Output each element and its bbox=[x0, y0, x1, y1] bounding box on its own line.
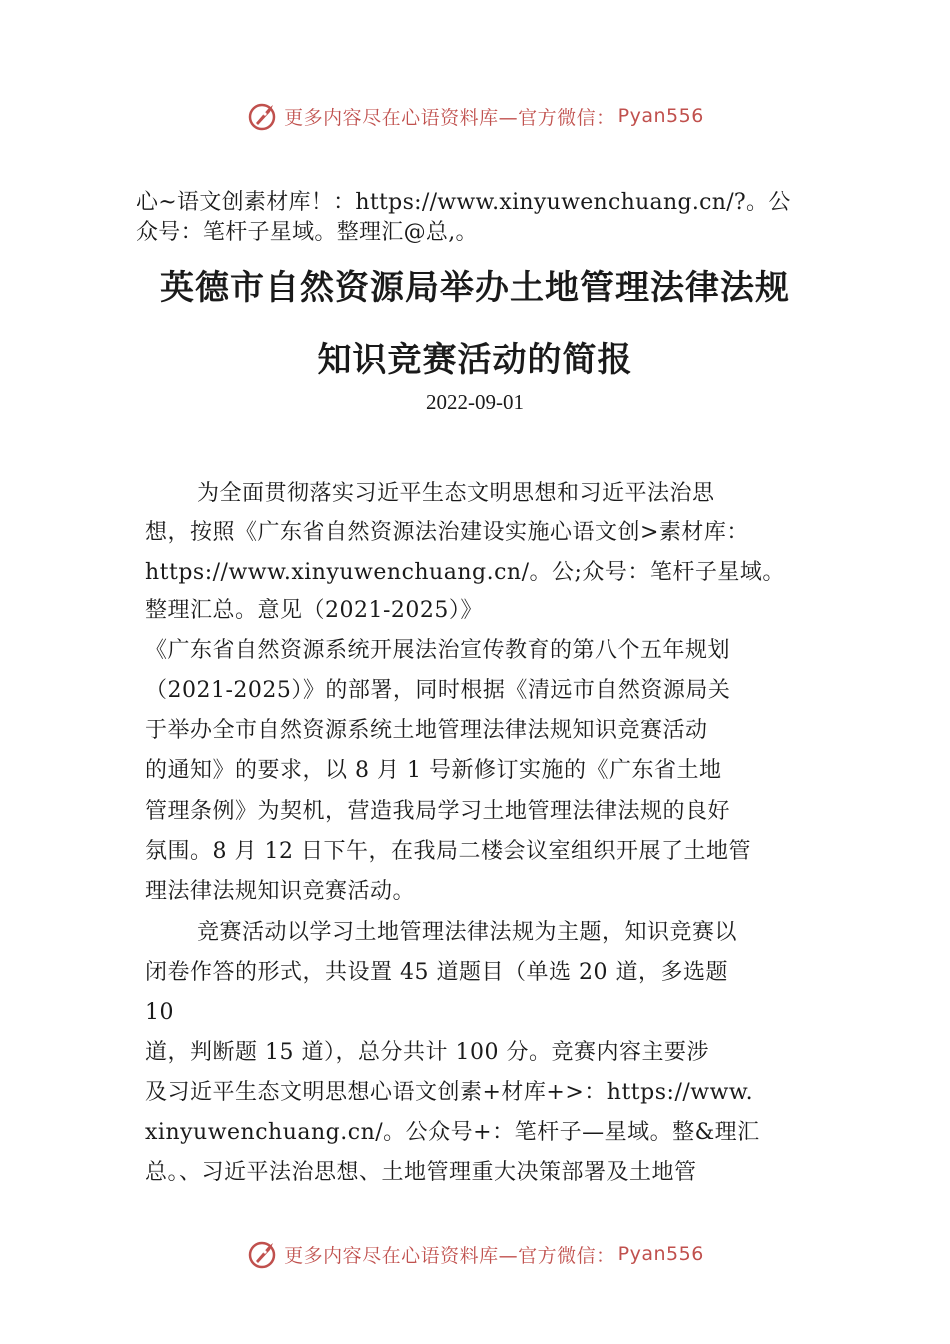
body-line: 总。、习近平法治思想、土地管理重大决策部署及土地管 bbox=[145, 1160, 697, 1185]
banner-wechat-id: Pyan556 bbox=[617, 1243, 704, 1265]
body-line: 氛围。8 月 12 日下午，在我局二楼会议室组织开展了土地管 bbox=[145, 839, 751, 864]
pen-nib-logo-icon bbox=[246, 99, 280, 133]
document-date: 2022-09-01 bbox=[426, 390, 524, 414]
body-line: 想，按照《广东省自然资源法治建设实施心语文创>素材库： bbox=[145, 520, 749, 545]
banner-text: 更多内容尽在心语资料库—官方微信： bbox=[284, 1244, 616, 1267]
banner-wechat-id: Pyan556 bbox=[617, 105, 704, 127]
body-line: 闭卷作答的形式，共设置 45 道题目（单选 20 道，多选题 bbox=[145, 960, 728, 985]
document-title-line-1: 英德市自然资源局举办土地管理法律法规 bbox=[160, 268, 790, 308]
body-line: https://www.xinyuwenchuang.cn/。公;众号：笔杆子星域。 bbox=[145, 560, 785, 585]
header-line-2: 众号：笔杆子星域。整理汇@总,。 bbox=[136, 220, 478, 245]
body-line: 竞赛活动以学习土地管理法律法规为主题，知识竞赛以 bbox=[197, 920, 738, 945]
body-line: （2021-2025）》的部署，同时根据《清远市自然资源局关 bbox=[145, 678, 731, 703]
body-line: 10 bbox=[145, 1000, 174, 1025]
banner-text: 更多内容尽在心语资料库—官方微信： bbox=[284, 106, 616, 129]
body-line: 《广东省自然资源系统开展法治宣传教育的第八个五年规划 bbox=[145, 638, 731, 663]
body-line: 管理条例》为契机，营造我局学习土地管理法律法规的良好 bbox=[145, 799, 731, 824]
bottom-banner bbox=[0, 1234, 950, 1274]
pen-nib-logo-icon bbox=[246, 1237, 280, 1271]
body-line: 为全面贯彻落实习近平生态文明思想和习近平法治思 bbox=[197, 481, 715, 506]
header-line-1: 心~语文创素材库！：https://www.xinyuwenchuang.cn/?。公 bbox=[136, 190, 791, 215]
body-line: 及习近平生态文明思想心语文创素+材库+>：https://www. bbox=[145, 1080, 754, 1105]
body-line: 道，判断题 15 道），总分共计 100 分。竞赛内容主要涉 bbox=[145, 1040, 709, 1065]
body-line: xinyuwenchuang.cn/。公众号+：笔杆子—星域。整&理汇 bbox=[145, 1120, 760, 1145]
body-line: 整理汇总。意见（2021-2025）》 bbox=[145, 598, 483, 623]
body-line: 理法律法规知识竞赛活动。 bbox=[145, 879, 416, 904]
body-line: 的通知》的要求，以 8 月 1 号新修订实施的《广东省土地 bbox=[145, 758, 722, 783]
top-banner bbox=[0, 96, 950, 136]
body-line: 于举办全市自然资源系统土地管理法律法规知识竞赛活动 bbox=[145, 718, 708, 743]
document-title-line-2: 知识竞赛活动的简报 bbox=[317, 340, 633, 380]
